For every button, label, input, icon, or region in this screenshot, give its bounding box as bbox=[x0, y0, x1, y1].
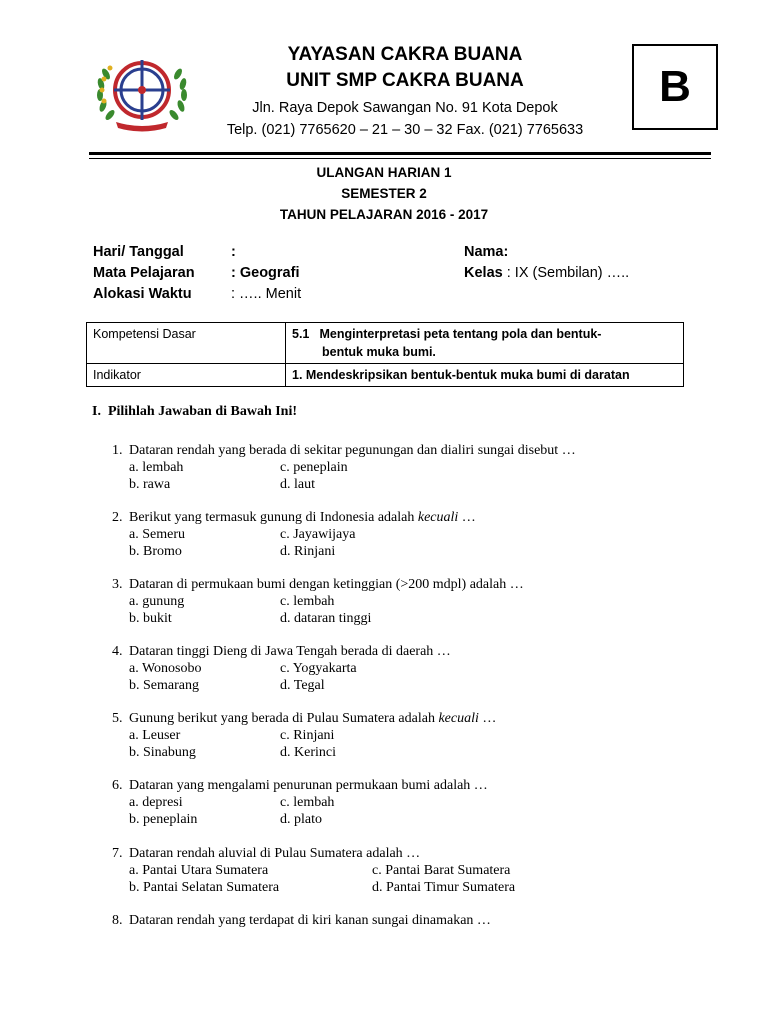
question-stem: Dataran di permukaan bumi dengan ketinggian (>200 mdpl) adalah … bbox=[129, 577, 524, 592]
exam-title-line2: SEMESTER 2 bbox=[341, 186, 427, 201]
time-value: : ….. Menit bbox=[231, 286, 302, 302]
kd-text-line2: bentuk muka bumi. bbox=[322, 345, 436, 359]
question-stem: Dataran rendah yang terdapat di kiri kanan sungai dinamakan … bbox=[129, 913, 491, 928]
header-rule-thick bbox=[89, 152, 711, 155]
wreath-right bbox=[168, 67, 188, 121]
time-label: Alokasi Waktu bbox=[93, 286, 192, 302]
option-b[interactable]: b. Pantai Selatan Sumatera bbox=[129, 880, 280, 895]
table-row bbox=[87, 323, 684, 364]
table-row bbox=[87, 364, 684, 387]
option-b[interactable]: b. Semarang bbox=[129, 678, 199, 693]
option-d[interactable]: d. Rinjani bbox=[280, 544, 336, 559]
option-c[interactable]: c. Jayawijaya bbox=[280, 527, 356, 542]
option-b[interactable]: b. bukit bbox=[129, 611, 172, 626]
option-a[interactable]: a. depresi bbox=[129, 795, 183, 810]
option-c[interactable]: c. lembah bbox=[280, 795, 335, 810]
option-c[interactable]: c. Rinjani bbox=[280, 728, 335, 743]
competency-table bbox=[86, 322, 684, 387]
option-b[interactable]: b. Sinabung bbox=[129, 745, 196, 760]
kd-label: Kompetensi Dasar bbox=[87, 323, 286, 364]
question-number: 5. bbox=[112, 711, 123, 726]
exam-title bbox=[200, 162, 568, 225]
option-d[interactable]: d. Kerinci bbox=[280, 745, 336, 760]
question-stem: Dataran tinggi Dieng di Jawa Tengah berada di daerah … bbox=[129, 644, 451, 659]
subject-label: Mata Pelajaran bbox=[93, 265, 195, 281]
question-number: 7. bbox=[112, 846, 123, 861]
option-c[interactable]: c. peneplain bbox=[280, 460, 348, 475]
class-label: Kelas bbox=[464, 265, 503, 281]
exam-title-line1: ULANGAN HARIAN 1 bbox=[316, 165, 452, 180]
question-stem: Berikut yang termasuk gunung di Indonesia adalah bbox=[129, 510, 418, 525]
question-stem: Dataran yang mengalami penurunan permukaan bumi adalah … bbox=[129, 778, 488, 793]
question-stem: Gunung berikut yang berada di Pulau Sumatera adalah bbox=[129, 711, 439, 726]
school-address: Jln. Raya Depok Sawangan No. 91 Kota Depok bbox=[252, 100, 558, 116]
question-stem: Dataran rendah aluvial di Pulau Sumatera adalah … bbox=[129, 846, 421, 861]
question-number: 6. bbox=[112, 778, 123, 793]
option-a[interactable]: a. Leuser bbox=[129, 728, 181, 743]
option-d[interactable]: d. Tegal bbox=[280, 678, 325, 693]
option-b[interactable]: b. peneplain bbox=[129, 812, 198, 827]
info-left bbox=[93, 242, 301, 305]
kd-cell bbox=[286, 323, 684, 364]
school-unit-name: UNIT SMP CAKRA BUANA bbox=[286, 70, 524, 91]
wreath-left bbox=[97, 67, 117, 121]
option-d[interactable]: d. laut bbox=[280, 477, 315, 492]
option-a[interactable]: a. Semeru bbox=[129, 527, 185, 542]
option-b[interactable]: b. Bromo bbox=[129, 544, 182, 559]
exam-title-line3: TAHUN PELAJARAN 2016 - 2017 bbox=[279, 207, 489, 222]
option-a[interactable]: a. Pantai Utara Sumatera bbox=[129, 863, 269, 878]
question-8 bbox=[112, 912, 672, 929]
option-c[interactable]: c. lembah bbox=[280, 594, 335, 609]
section-heading bbox=[92, 404, 297, 420]
kd-text-line1: Menginterpretasi peta tentang pola dan bentuk- bbox=[319, 327, 602, 341]
section-number: I. bbox=[92, 404, 101, 419]
question-stem: Dataran rendah yang berada di sekitar pegunungan dan dialiri sungai disebut … bbox=[129, 443, 576, 458]
name-label: Nama bbox=[464, 244, 504, 260]
school-contact: Telp. (021) 7765620 – 21 – 30 – 32 Fax. (021) 7765633 bbox=[226, 122, 584, 138]
option-b[interactable]: b. rawa bbox=[129, 477, 171, 492]
day-value: : bbox=[231, 244, 236, 260]
option-c[interactable]: c. Pantai Barat Sumatera bbox=[372, 863, 511, 878]
question-stem-end: … bbox=[458, 510, 476, 525]
option-c[interactable]: c. Yogyakarta bbox=[280, 661, 357, 676]
question-number: 2. bbox=[112, 510, 123, 525]
question-number: 8. bbox=[112, 913, 123, 928]
foundation-name: YAYASAN CAKRA BUANA bbox=[287, 44, 523, 65]
option-a[interactable]: a. gunung bbox=[129, 594, 185, 609]
option-d[interactable]: d. Pantai Timur Sumatera bbox=[372, 880, 516, 895]
option-a[interactable]: a. Wonosobo bbox=[129, 661, 202, 676]
option-a[interactable]: a. lembah bbox=[129, 460, 184, 475]
question-5 bbox=[112, 710, 672, 761]
question-6 bbox=[112, 777, 672, 828]
school-header bbox=[200, 42, 610, 140]
question-7 bbox=[112, 845, 672, 896]
question-1 bbox=[112, 442, 672, 493]
question-stem-emphasis: kecuali bbox=[417, 510, 459, 525]
option-d[interactable]: d. dataran tinggi bbox=[280, 611, 372, 626]
kd-number: 5.1 bbox=[292, 327, 310, 341]
school-logo bbox=[92, 50, 192, 132]
question-number: 3. bbox=[112, 577, 123, 592]
info-right bbox=[464, 242, 629, 284]
name-value: : bbox=[503, 244, 509, 260]
indicator-label: Indikator bbox=[87, 364, 286, 387]
question-3 bbox=[112, 576, 672, 627]
header-rule-thin bbox=[89, 158, 711, 159]
section-title: Pilihlah Jawaban di Bawah Ini! bbox=[107, 404, 298, 419]
question-2 bbox=[112, 509, 672, 560]
question-stem-end: … bbox=[478, 711, 497, 726]
question-4 bbox=[112, 643, 672, 694]
question-stem-emphasis: kecuali bbox=[438, 711, 479, 726]
subject-value: : Geografi bbox=[231, 265, 300, 281]
option-d[interactable]: d. plato bbox=[280, 812, 322, 827]
question-number: 1. bbox=[112, 443, 123, 458]
question-number: 4. bbox=[112, 644, 123, 659]
exam-variant-box: B bbox=[632, 44, 718, 130]
class-value: : IX (Sembilan) ….. bbox=[506, 265, 630, 281]
indicator-text: 1. Mendeskripsikan bentuk-bentuk muka bumi di daratan bbox=[286, 364, 684, 387]
day-label: Hari/ Tanggal bbox=[93, 244, 184, 260]
